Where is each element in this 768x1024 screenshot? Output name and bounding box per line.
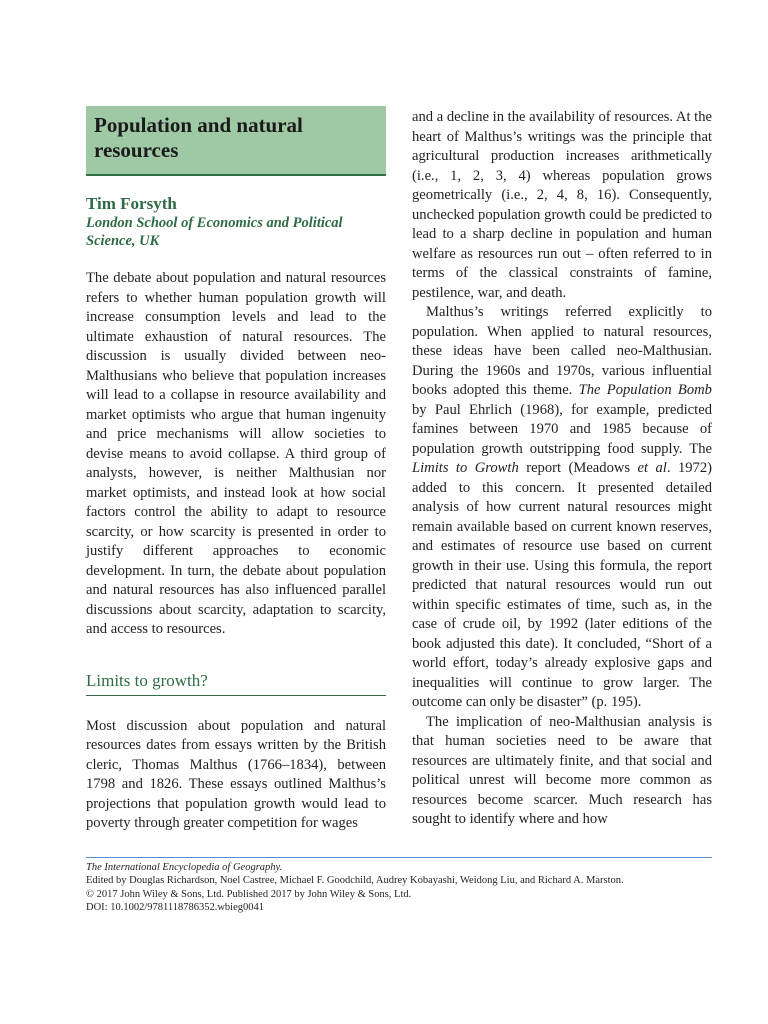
article-title: Population and natural resources — [94, 113, 303, 162]
left-column — [86, 106, 386, 834]
author-affiliation: London School of Economics and Political Science, UK — [86, 215, 343, 249]
right-column — [412, 108, 712, 830]
footer — [86, 857, 712, 914]
title-box — [86, 106, 386, 176]
footer-copyright: © 2017 John Wiley & Sons, Ltd. Published 2017 by John Wiley & Sons, Ltd. — [86, 888, 412, 900]
book-title: The Population Bomb — [578, 382, 712, 398]
paragraph-neo-malthusian: Malthus’s writings referred explicitly to population. When applied to natural resources, these ideas have been called neo-Malthusian. During the 1960s and 1970s, various influential books adopted this theme. The Population Bomb by Paul Ehrlich (1968), for example, predicted famines between 1970 and 1985 because of population growth outstripping food supply. The Limits to Growth report (Meadows et al. 1972) added to this concern. It presented detailed analysis of how current natural resources might remain available based on current known reserves, and estimates of resource use based on current growth in their use. Using this formula, the report predicted that natural resources would run out within specific estimates of time, such as, in the case of crude oil, by 1992 (later editions of the book adjusted this date). It concluded, “Short of a world effort, today’s already explosive gaps and inequalities will continue to grow larger. The outcome can only be disaster” (p. 195). — [412, 304, 712, 710]
intro-paragraph: The debate about population and natural resources refers to whether human population growth will increase consumption levels and lead to the ultimate exhaustion of natural resources. The discussion is usually divided between neo-Malthusians who believe that population increases will lead to a collapse in resource availability and market optimists who argue that human ingenuity and price mechanisms will allow societies to devise means to avoid collapse. A third group of analysts, however, is neither Malthusian nor market optimists, and instead look at how social factors control the ability to adapt to resource scarcity, or how scarcity is presented in order to justify different approaches to economic development. In turn, the debate about population and natural resources has also influenced parallel discussions about scarcity, adaptation to scarcity, and access to resources. — [86, 270, 386, 637]
paragraph-implication: The implication of neo-Malthusian analysis is that human societies need to be aware that resources are ultimately finite, and that social and political unrest will become more common as resources become scarcer. Much research has sought to identify where and how — [412, 713, 712, 827]
author-name: Tim Forsyth — [86, 194, 177, 213]
section-paragraph-part1: Most discussion about population and natural resources dates from essays written by the British cleric, Thomas Malthus (1766–1834), between 1798 and 1826. These essays outlined Malthus’s projections that population growth would lead to poverty through greater competition for wages — [86, 717, 386, 831]
report-title: Limits to Growth — [412, 460, 519, 476]
footer-editors: Edited by Douglas Richardson, Noel Castree, Michael F. Goodchild, Audrey Kobayashi, Weidong Liu, and Richard A. Marston. — [86, 875, 624, 887]
footer-encyclopedia-title: The International Encyclopedia of Geography. — [86, 862, 283, 873]
footer-doi: DOI: 10.1002/9781118786352.wbieg0041 — [86, 901, 265, 913]
section-heading: Limits to growth? — [86, 671, 386, 696]
section-paragraph-part2: and a decline in the availability of resources. At the heart of Malthus’s writings was the principle that agricultural production increases arithmetically (i.e., 1, 2, 3, 4) whereas population grows geometrically (i.e., 2, 4, 8, 16). Consequently, unchecked population growth could be predicted to lead to a sharp decline in population and human welfare as resources run out – often referred to in terms of the classical constraints of famine, pestilence, war, and death. — [412, 109, 712, 301]
